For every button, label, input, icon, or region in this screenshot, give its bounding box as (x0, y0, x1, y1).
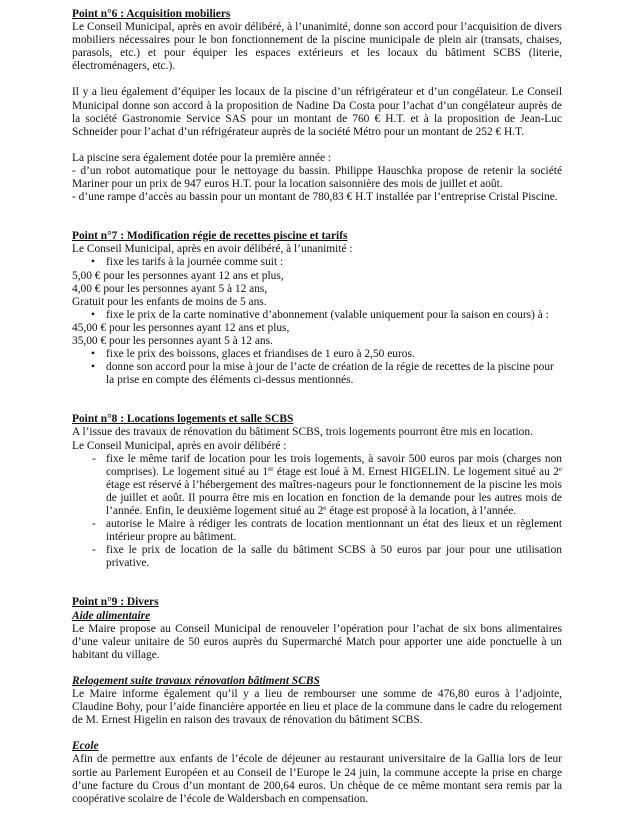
list-item: - autorise le Maire à rédiger les contrats de location mentionnant un état des lieux et un règlement intérieur propre au bâtiment. (72, 518, 562, 544)
section-8-paragraph-1: A l’issue des travaux de rénovation du bâtiment SCBS, trois logements pourront être mis en location. (72, 426, 533, 439)
subsection-text: Le Maire informe également qu’il y a lieu de rembourser une somme de 476,80 euros à l’adjointe, Claudine Bohy, pour l’aide financière apportée en lieu et place de la commune dans le cadre du relogement de M. Ernest Higelin en raison des travaux de rénovation du bâtiment SCBS. (72, 688, 562, 727)
section-8-heading: Point n°8 : Locations logements et salle SCBS (72, 413, 294, 426)
section-6-list-item-robot: - d’un robot automatique pour le nettoyage du bassin. Philippe Hauschka propose de retenir la société Mariner pour un prix de 947 euros H.T. pour la location saisonnière des mois de juillet et août. (72, 164, 562, 191)
subsection-title: Relogement suite travaux rénovation bâtiment SCBS (72, 674, 320, 687)
document-page (72, 8, 562, 806)
subsection-title: Aide alimentaire (72, 609, 151, 622)
subsection-text: Afin de permettre aux enfants de l’école de déjeuner au restaurant universitaire de la Gallia lors de leur sortie au Parlement Européen et au Conseil de l’Europe le 24 juin, la commune accepte la prise en charge d’une facture du Crous d’un montant de 200,64 euros. Un chèque de ce même montant sera remis par la coopérative scolaire de l’école de Waldersbach en compensation. (72, 753, 562, 805)
section-8-list (72, 453, 562, 571)
tariff-line: 4,00 € pour les personnes ayant 5 à 12 ans, (72, 282, 268, 295)
section-8-paragraph-2: Le Conseil Municipal, après en avoir délibéré : (72, 439, 287, 452)
section-7-heading: Point n°7 : Modification régie de recettes piscine et tarifs (72, 230, 348, 243)
tariff-line: 5,00 € pour les personnes ayant 12 ans et plus, (72, 269, 284, 282)
list-item: • donne son accord pour la mise à jour de l’acte de création de la régie de recettes de la piscine pour la prise en compte des éléments ci-dessus mentionnés. (72, 361, 562, 387)
section-6-paragraph-3: La piscine sera également dotée pour la première année : (72, 151, 332, 164)
section-6-list-item-rampe: - d’une rampe d’accès au bassin pour un montant de 780,83 € H.T installée par l’entreprise Cristal Piscine. (72, 191, 558, 204)
section-7-list (72, 348, 562, 387)
subsection-title: Ecole (72, 740, 99, 753)
tariff-line: 45,00 € pour les personnes ayant 12 ans et plus, (72, 321, 290, 334)
list-item: - fixe le même tarif de location pour les trois logements, à savoir 500 euros par mois (charges non comprises). Le logement situé au 1er étage est loué à M. Ernest HIGELIN. Le logement situé au 2e étage est réservé à l’hébergement des maîtres-nageurs pour le fonctionnement de la piscine les mois de juillet et août. Il pourra être mis en location en fonction de la demande pour les autres mois de l’année. Enfin, le deuxième logement situé au 2e étage est proposé à la location, à l’année. (72, 453, 562, 518)
section-6-paragraph-2: Il y a lieu également d’équiper les locaux de la piscine d’un réfrigérateur et d’un congélateur. Le Conseil Municipal donne son accord à la proposition de Nadine Da Costa pour l’achat d’un congélateur auprès de la société Gastronomie Service SAS pour un montant de 760 € H.T. et à la proposition de Jean-Luc Schneider pour l’achat d’un réfrigérateur auprès de la société Métro pour un montant de 252 € H.T. (72, 86, 562, 138)
tariff-line: Gratuit pour les enfants de moins de 5 ans. (72, 295, 267, 308)
list-item: • fixe les tarifs à la journée comme suit : (72, 256, 562, 269)
section-7-intro: Le Conseil Municipal, après en avoir délibéré, à l’unanimité : (72, 243, 353, 256)
list-item: • fixe le prix des boissons, glaces et friandises de 1 euro à 2,50 euros. (72, 348, 562, 361)
section-6-heading: Point n°6 : Acquisition mobiliers (72, 8, 231, 20)
section-6-paragraph-1: Le Conseil Municipal, après en avoir délibéré, à l’unanimité, donne son accord pour l’acquisition de divers mobiliers nécessaires pour le bon fonctionnement de la piscine municipale de plein air (transats, chaises, parasols, etc.) et pour équiper les espaces extérieurs et les locaux du bâtiment SCBS (literie, électroménagers, etc.). (72, 21, 562, 73)
subsection-text: Le Maire propose au Conseil Municipal de renouveler l’opération pour l’achat de six bons alimentaires d’une valeur unitaire de 50 euros auprès du Supermarché Match pour apporter une aide ponctuelle à un habitant du village. (72, 622, 562, 661)
list-item: - fixe le prix de location de la salle du bâtiment SCBS à 50 euros par jour pour une utilisation privative. (72, 544, 562, 570)
tariff-line: 35,00 € pour les personnes ayant 5 à 12 ans. (72, 334, 273, 347)
section-9-heading: Point n°9 : Divers (72, 596, 159, 609)
list-item: • fixe le prix de la carte nominative d’abonnement (valable uniquement pour la saison en cours) à : (72, 309, 562, 322)
section-7-list (72, 256, 562, 269)
section-7-list (72, 309, 562, 322)
